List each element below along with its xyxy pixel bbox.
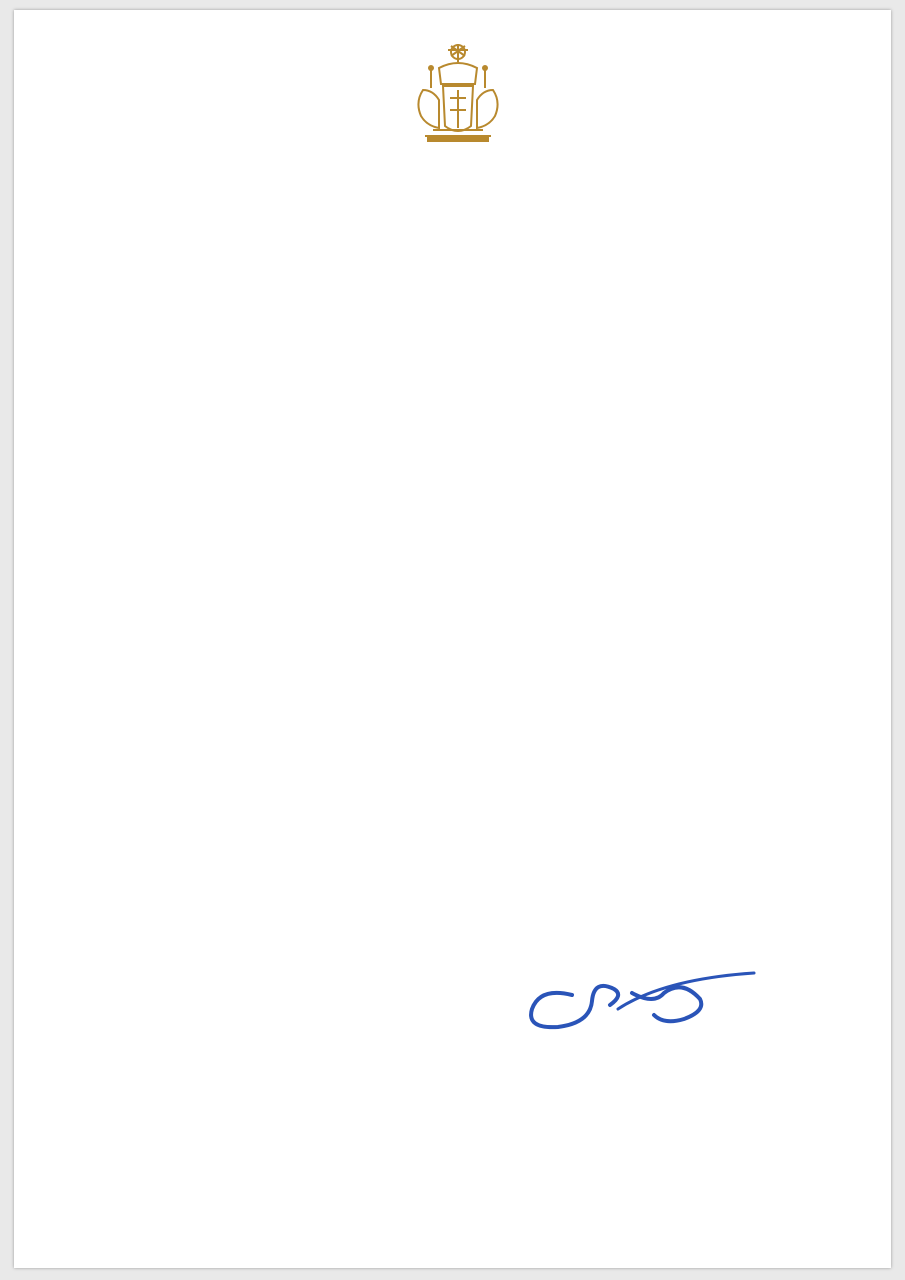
letter-page [14,10,891,1268]
royal-emblem-icon [403,40,513,145]
letter-body [170,488,826,492]
signature-icon [514,965,764,1045]
